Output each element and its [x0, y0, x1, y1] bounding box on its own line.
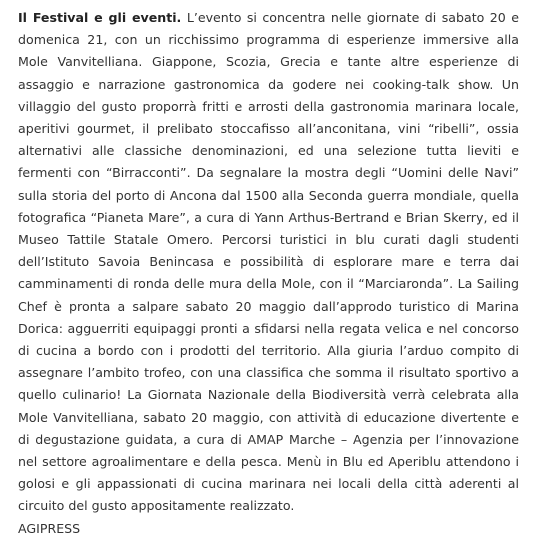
article-signature: AGIPRESS	[18, 520, 81, 536]
article-body-text: L’evento si concentra nelle giornate di sabato 20 e domenica 21, con un ricchissimo programma di esperienze immersive alla Mole Vanvitelliana. Giappone, Scozia, Grecia e tante altre esperienze di assaggio e narrazione gastronomica da godere nei cooking-talk show. Un villaggio del gusto proporrà fritti e arrosti della gastronomia marinara locale, aperitivi gourmet, il prelibato stoccafisso all’anconitana, vini “ribelli”, ossia alternativi alle classiche denominazioni, ed una selezione tutta lieviti e fermenti con “Birracconti”. Da segnalare la mostra degli “Uomini delle Navi” sulla storia del porto di Ancona dal 1500 alla Seconda guerra mondiale, quella fotografica “Pianeta Mare”, a cura di Yann Arthus-Bertrand e Brian Skerry, ed il Museo Tattile Statale Omero. Percorsi turistici in blu curati dagli studenti dell’Istituto Savoia Benincasa e possibilità di esplorare mare e terra dai camminamenti di ronda delle mura della Mole, con il “Marciaronda”. La Sailing Chef è pronta a salpare sabato 20 maggio dall’approdo turistico di Marina Dorica: agguerriti equipaggi pronti a sfidarsi nella regata velica e nel concorso di cucina a bordo con i prodotti del territorio. Alla giuria l’arduo compito di assegnare l’ambito trofeo, con una classifica che somma il risultato sportivo a quello culinario! La Giornata Nazionale della Biodiversità verrà celebrata alla Mole Vanvitelliana, sabato 20 maggio, con attività di educazione divertente e di degustazione guidata, a cura di AMAP Marche – Agenzia per l’innovazione nel settore agroalimentare e della pesca. Menù in Blu ed Aperiblu attendono i golosi e gli appassionati di cucina marinara nei locali della città aderenti al circuito del gusto appositamente realizzato.	[18, 10, 519, 514]
section-lead-heading: Il Festival e gli eventi.	[18, 10, 182, 25]
article-paragraph	[18, 7, 519, 540]
